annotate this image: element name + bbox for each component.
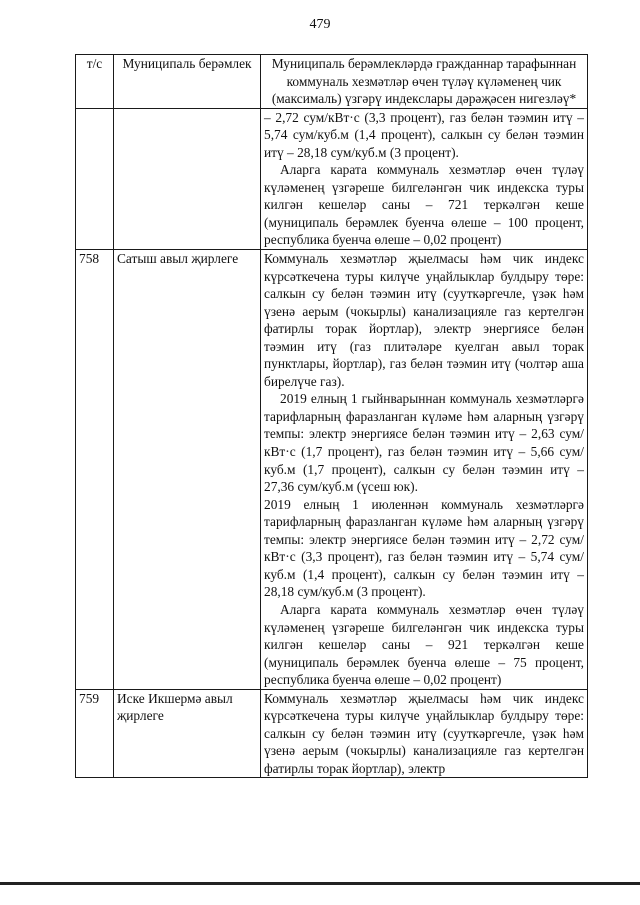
cell-number: 759 bbox=[76, 689, 114, 778]
header-municipality: Муниципаль берәмлек bbox=[114, 55, 261, 109]
paragraph: Коммуналь хезмәтләр җыелмасы һәм чик индекс күрсәткечена туры килүче уңайлыклар булдыру төре: салкын су белән тәэмин итү (сууткәргечле, үзәк һәм үзенә аерым (чокырлы) канализацияле газ кертелгән фатирлы торак йортлар), электр bbox=[264, 690, 584, 776]
page-bottom-border bbox=[0, 882, 640, 885]
tariff-table bbox=[75, 54, 588, 778]
page-number: 479 bbox=[309, 17, 331, 32]
cell-justification bbox=[261, 689, 588, 778]
paragraph: – 2,72 сум/кВт·с (3,3 процент), газ белән тәэмин итү – 5,74 сум/куб.м (1,4 процент), салкын су белән тәэмин итү – 28,18 сум/куб.м (3 процент). bbox=[264, 109, 584, 160]
header-number: т/с bbox=[76, 55, 114, 109]
cell-municipality bbox=[114, 108, 261, 249]
paragraph: Аларга карата коммуналь хезмәтләр өчен түләү күләменең үзгәреше билгеләнгән чик индекска туры килгән кешеләр саны – 921 теркәлгән кеше (муниципаль берәмлек буенча өлеше – 75 процент, республика буенча өлеше – 0,02 процент) bbox=[264, 601, 584, 688]
table-header-row bbox=[76, 55, 588, 109]
header-justification: Муниципаль берәмлекләрдә гражданнар тарафыннан коммуналь хезмәтләр өчен түләү күләменең чик (максималь) үзгәрү индекслары дәрәҗәсен нигезләү* bbox=[261, 55, 588, 109]
cell-municipality: Сатыш авыл җирлеге bbox=[114, 250, 261, 690]
paragraph: 2019 елның 1 июленнән коммуналь хезмәтләргә тарифларның фаразланган күләме һәм аларның үзгәрү темпы: электр энергиясе белән тәэмин итү – 2,72 сум/кВт·с (3,3 процент), газ белән тәэмин итү – 5,74 сум/куб.м (1,4 процент), салкын су белән тәэмин итү – 28,18 сум/куб.м (3 процент). bbox=[264, 496, 584, 600]
table-row-759 bbox=[76, 689, 588, 778]
cell-municipality: Иске Икшермә авыл җирлеге bbox=[114, 689, 261, 778]
cell-justification bbox=[261, 108, 588, 249]
cell-justification bbox=[261, 250, 588, 690]
paragraph: Аларга карата коммуналь хезмәтләр өчен түләү күләменең үзгәреше билгеләнгән чик индекска туры килгән кешеләр саны – 721 теркәлгән кеше (муниципаль берәмлек буенча өлеше – 100 процент, республика буенча өлеше – 0,02 процент) bbox=[264, 162, 584, 248]
cell-number: 758 bbox=[76, 250, 114, 690]
table-row-continuation bbox=[76, 108, 588, 249]
cell-number bbox=[76, 108, 114, 249]
paragraph: 2019 елның 1 гыйнварыннан коммуналь хезмәтләргә тарифларның фаразланган күләме һәм аларның үзгәрү темпы: электр энергиясе белән тәэмин итү – 2,63 сум/кВт·с (1,7 процент), газ белән тәэмин итү – 5,66 сум/куб.м (1,7 процент), салкын су белән тәэмин итү – 27,36 сум/куб.м (үсеш юк). bbox=[264, 391, 584, 495]
table-row-758 bbox=[76, 250, 588, 690]
paragraph: Коммуналь хезмәтләр җыелмасы һәм чик индекс күрсәткечена туры килүче уңайлыклар булдыру төре: салкын су белән тәэмин итү (сууткәргечле, үзәк һәм үзенә аерым (чокырлы) канализацияле газ кертелгән фатирлы торак йортлар), электр энергиясе белән тәэмин итү (газ плитәләре куелган авыл торак пунктлары, йортлар), газ белән тәэмин итү (чолтәр аша бирелүче газ). bbox=[264, 251, 584, 389]
